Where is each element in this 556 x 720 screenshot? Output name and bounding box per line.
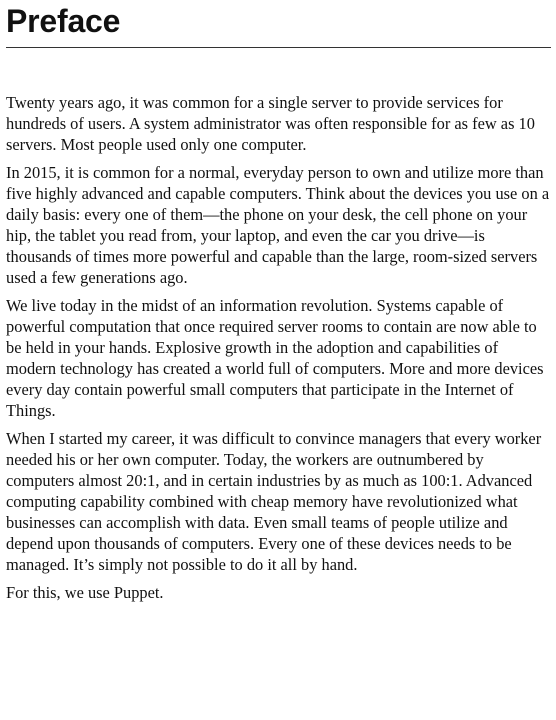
body-text	[6, 92, 551, 603]
page-title: Preface	[6, 3, 121, 39]
paragraph: For this, we use Puppet.	[6, 583, 164, 602]
paragraph: When I started my career, it was difficult to convince managers that every worker needed his or her own computer. Today, the workers are outnumbered by computers almost 20:1, and in certain industries by as much as 100:1. Advanced computing capability combined with cheap memory have revolutionized what businesses can accomplish with data. Even small teams of people utilize and depend upon thousands of computers. Every one of these devices needs to be managed. It’s simply not possible to do it all by hand.	[6, 429, 542, 574]
paragraph: In 2015, it is common for a normal, everyday person to own and utilize more than five highly advanced and capable computers. Think about the devices you use on a daily basis: every one of them—the phone on your desk, the cell phone on your hip, the tablet you read from, your laptop, and even the car you drive—is thousands of times more powerful and capable than the large, room-sized servers used a few generations ago.	[6, 163, 550, 287]
paragraph: Twenty years ago, it was common for a single server to provide services for hundreds of users. A system administrator was often responsible for as few as 10 servers. Most people used only one computer.	[6, 93, 535, 154]
paragraph: We live today in the midst of an information revolution. Systems capable of powerful computation that once required server rooms to contain are now able to be held in your hands. Explosive growth in the adoption and capabilities of modern technology has created a world full of computers. More and more devices every day contain powerful small computers that participate in the Internet of Things.	[6, 296, 544, 420]
document-page	[6, 0, 551, 610]
title-divider	[6, 47, 551, 48]
